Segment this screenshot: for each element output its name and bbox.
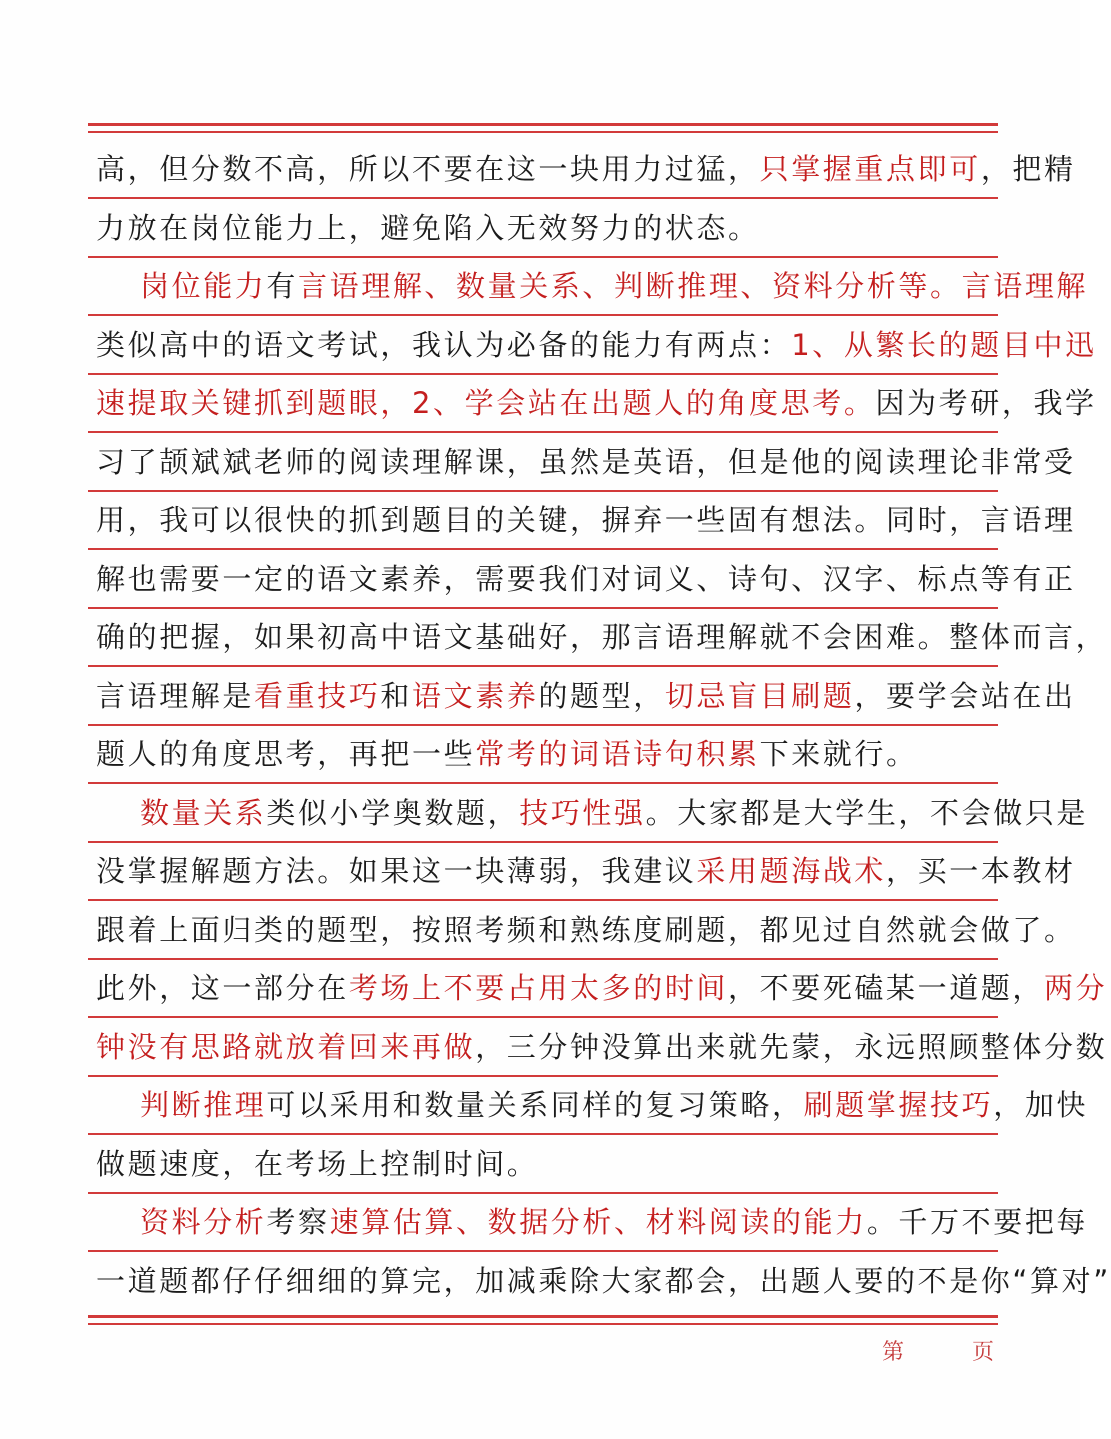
- text-line: [96, 1135, 1016, 1193]
- text-line: [140, 784, 1089, 842]
- body-text: 类似小学奥数题，: [266, 795, 520, 830]
- text-line: [96, 550, 1076, 608]
- body-text: 。千万不要把每: [866, 1205, 1089, 1239]
- text-line: [96, 433, 1076, 491]
- body-text: 的题型，: [538, 678, 665, 713]
- highlighted-text: 1、从繁长的题目中迅: [791, 327, 1097, 362]
- highlighted-text: 资料分析: [140, 1205, 267, 1239]
- body-text: ，买一本教材: [886, 854, 1076, 888]
- highlighted-text: 数量关系: [140, 795, 267, 830]
- bottom-rule-2: [88, 1323, 998, 1325]
- body-text: 力放在岗位能力上，避免陷入无效努力的状态。: [96, 210, 760, 245]
- body-text: 题人的角度思考，再把一些: [96, 737, 476, 771]
- top-rule: [88, 123, 998, 126]
- highlighted-text: 两分: [1044, 971, 1108, 1005]
- body-text: 跟着上面归类的题型，按照考频和熟练度刷题，都见过自然就会做了。: [96, 912, 1076, 947]
- top-rule-2: [88, 131, 998, 133]
- body-text: 下来就行。: [759, 737, 918, 771]
- body-text: ，要学会站在出: [854, 678, 1076, 713]
- text-line: [140, 257, 1089, 315]
- text-line: [96, 959, 1108, 1017]
- bottom-rule: [88, 1315, 998, 1318]
- body-text: ，加快: [993, 1088, 1089, 1122]
- body-text: 考察: [266, 1205, 330, 1239]
- text-line: [140, 1193, 1089, 1251]
- text-line: [96, 725, 1016, 783]
- highlighted-text: 判断推理: [140, 1088, 267, 1122]
- body-text: 解也需要一定的语文素养，需要我们对词义、诗句、汉字、标点等有正: [96, 561, 1076, 596]
- highlighted-text: 语文素养: [412, 678, 539, 713]
- highlighted-text: 技巧性强: [519, 795, 646, 830]
- highlighted-text: 切忌盲目刷题: [664, 678, 855, 713]
- body-text: 没掌握解题方法。如果这一块薄弱，我建议: [96, 854, 697, 888]
- body-text: 有: [266, 269, 299, 303]
- text-line: [96, 140, 1076, 198]
- text-line: [96, 316, 1097, 374]
- highlighted-text: 钟没有思路就放着回来再做: [96, 1029, 476, 1064]
- body-text: 一道题都仔仔细细的算完，加减乘除大家都会，出题人要的不是你“算对”: [96, 1263, 1111, 1298]
- text-line: [96, 199, 1016, 257]
- highlighted-text: 看重技巧: [254, 678, 381, 713]
- footer-ye-label: 页: [972, 1340, 995, 1365]
- body-text: 类似高中的语文考试，我认为必备的能力有两点：: [96, 327, 792, 362]
- body-text: 因为考研，我学: [875, 386, 1097, 420]
- body-text: ，不要死磕某一道题，: [728, 971, 1045, 1005]
- body-text: 习了颉斌斌老师的阅读理解课，虽然是英语，但是他的阅读理论非常受: [96, 444, 1076, 479]
- body-text: 做题速度，在考场上控制时间。: [96, 1146, 539, 1181]
- text-line: [96, 901, 1076, 959]
- body-text: 言语理解是: [96, 678, 255, 713]
- text-line: [96, 842, 1076, 900]
- body-text: 用，我可以很快的抓到题目的关键，摒弃一些固有想法。同时，言语理: [96, 503, 1076, 537]
- highlighted-text: 岗位能力: [140, 269, 267, 303]
- highlighted-text: 考场上不要占用太多的时间: [348, 971, 729, 1005]
- text-line: [96, 1252, 1111, 1310]
- body-text: 和: [380, 678, 413, 713]
- highlighted-text: 言语理解、数量关系、判断推理、资料分析等。言语理解: [298, 269, 1089, 303]
- body-text: 高，但分数不高，所以不要在这一块用力过猛，: [96, 152, 760, 186]
- body-text: ，把精: [980, 152, 1076, 186]
- body-text: 确的把握，如果初高中语文基础好，那言语理解就不会困难。整体而言，: [96, 620, 1108, 654]
- highlighted-text: 常考的词语诗句积累: [475, 737, 760, 771]
- text-line: [96, 491, 1076, 549]
- footer-di-label: 第: [882, 1340, 905, 1365]
- text-line: [96, 608, 1108, 666]
- text-line: [96, 1018, 1108, 1076]
- text-line: [96, 667, 1076, 725]
- body-text: ，三分钟没算出来就先蒙，永远照顾整体分数: [475, 1029, 1108, 1064]
- body-text: 。大家都是大学生，不会做只是: [645, 795, 1089, 830]
- body-text: 此外，这一部分在: [96, 971, 349, 1005]
- text-line: [140, 1076, 1089, 1134]
- highlighted-text: 刷题掌握技巧: [803, 1088, 994, 1122]
- text-line: [96, 374, 1097, 432]
- highlighted-text: 速算估算、数据分析、材料阅读的能力: [329, 1205, 867, 1239]
- highlighted-text: 只掌握重点即可: [759, 152, 981, 186]
- body-text: 可以采用和数量关系同样的复习策略，: [266, 1088, 804, 1122]
- highlighted-text: 速提取关键抓到题眼，2、学会站在出题人的角度思考。: [96, 386, 876, 420]
- highlighted-text: 采用题海战术: [696, 854, 887, 888]
